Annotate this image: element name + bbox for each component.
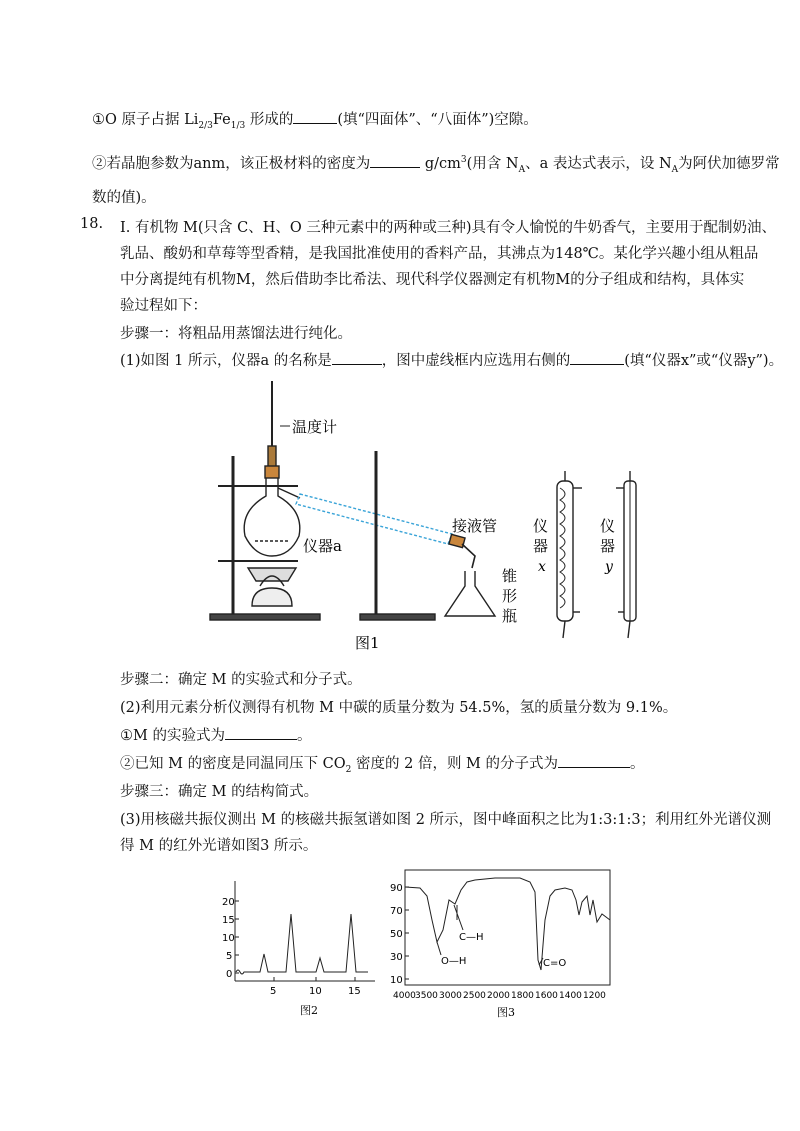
intro-line-3: 中分离提纯有机物M，然后借助李比希法、现代科学仪器测定有机物M的分子组成和结构，具体实 [120,272,745,288]
label-thermometer: 温度计 [292,418,338,436]
figure-1-apparatus [200,376,650,666]
stand-base-left [210,614,320,620]
svg-text:2000: 2000 [487,991,510,1001]
svg-text:4000: 4000 [393,991,416,1001]
formula-li-fe: $Li_{2/3}Fe_{1/3}$ [184,112,246,131]
q17-part1: ①O 原子占据 $Li_{2/3}Fe_{1/3}$ 形成的 (填“四面体”、“八面体”)空隙。 [92,112,538,131]
figure-2-nmr [220,876,380,1021]
nmr-spectrum-line [236,914,368,974]
step-one: 步骤一：将粗品用蒸馏法进行纯化。 [120,326,352,342]
figure-1-caption: 图1 [355,634,380,652]
ann-oh: O—H [441,956,467,967]
question-number: 18. [80,216,104,232]
distillation-flask [244,478,300,556]
svg-text:10: 10 [390,975,403,986]
answer-blank[interactable] [370,167,420,168]
question-3-line-1: (3)用核磁共振仪测出 M 的核磁共振氢谱如图 2 所示，图中峰面积之比为1:3:1:3；利用红外光谱仪测 [120,812,772,828]
alcohol-lamp [252,588,292,606]
svg-text:3000: 3000 [439,991,462,1001]
figure-2-caption: 图2 [300,1004,318,1017]
q17-part2-cont: 数的值)。 [92,190,156,206]
svg-text:15: 15 [348,986,361,997]
ir-spectrum-line [405,878,610,970]
svg-text:90: 90 [390,883,403,894]
svg-text:2500: 2500 [463,991,486,1001]
label-x-1: 仪 [533,517,549,535]
answer-blank[interactable] [332,364,382,365]
intro-line-4: 验过程如下： [120,298,207,314]
svg-text:1200: 1200 [583,991,606,1001]
svg-text:30: 30 [390,952,403,963]
label-y-3: y [605,559,613,575]
question-2: (2)利用元素分析仪测得有机物 M 中碳的质量分数为 54.5%，氢的质量分数为 9.1%。 [120,700,678,716]
ir-plot-frame [405,870,610,985]
intro-line-1: I. 有机物 M(只含 C、H、O 三种元素中的两种或三种)具有令人愉悦的牛奶香气，主要用于配制奶油、 [120,220,777,236]
label-flask-2: 形 [502,587,518,605]
label-flask-3: 瓶 [502,607,518,625]
label-adapter: 接液管 [452,517,498,535]
svg-text:20: 20 [222,897,235,908]
answer-blank[interactable] [225,739,297,740]
question-1: (1)如图 1 所示，仪器a 的名称是 ，图中虚线框内应选用右侧的 (填“仪器x”或“仪器y”)。 [120,353,784,369]
label-device-a: 仪器a [303,537,342,555]
svg-text:5: 5 [226,951,233,962]
conical-flask [445,571,495,616]
answer-blank[interactable] [570,364,624,365]
figure-3-ir [385,860,615,1025]
figure-3-caption: 图3 [497,1006,515,1019]
label-x-3: x [538,559,546,575]
svg-text:1600: 1600 [535,991,558,1001]
question-3-line-2: 得 M 的红外光谱如图3 所示。 [120,838,318,854]
question-2-1: ①M 的实验式为 。 [120,728,312,744]
ann-co: C=O [543,958,567,969]
svg-text:3500: 3500 [415,991,438,1001]
answer-blank[interactable] [293,123,337,124]
svg-text:10: 10 [222,933,235,944]
svg-text:15: 15 [222,915,235,926]
step-two: 步骤二：确定 M 的实验式和分子式。 [120,672,362,688]
label-y-2: 器 [600,537,616,555]
stand-base-mid [360,614,435,620]
label-x-2: 器 [533,537,549,555]
answer-blank[interactable] [558,767,630,768]
adapter [462,544,475,568]
label-y-1: 仪 [600,517,616,535]
label-flask-1: 锥 [502,567,518,585]
q17-part2: ②若晶胞参数为anm，该正极材料的密度为 $g/cm^3$(用含 $N_A$、a 表达式表示，设 $N_A$为阿伏加德罗常 [92,155,780,175]
svg-text:1800: 1800 [511,991,534,1001]
svg-text:5: 5 [270,986,277,997]
svg-text:70: 70 [390,906,403,917]
ann-ch: C—H [459,932,484,943]
question-2-2: ②已知 M 的密度是同温同压下 $CO_2$ 密度的 2 倍，则 M 的分子式为 。 [120,756,645,775]
svg-text:1400: 1400 [559,991,582,1001]
intro-line-2: 乳品、酸奶和草莓等型香精，是我国批准使用的香料产品，其沸点为148℃。某化学兴趣小组从粗品 [120,246,759,262]
svg-text:0: 0 [226,969,233,980]
svg-text:10: 10 [309,986,322,997]
step-three: 步骤三：确定 M 的结构简式。 [120,784,319,800]
svg-text:50: 50 [390,929,403,940]
